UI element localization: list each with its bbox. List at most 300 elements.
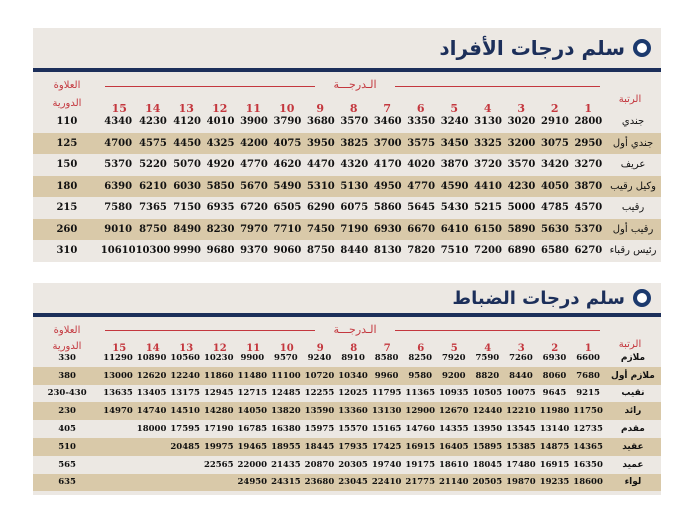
grade-number-header: 12 [212,102,228,115]
salary-cell: 6150 [471,219,504,241]
salary-cell: 22565 [203,459,234,470]
salary-cell: 4450 [170,133,203,155]
salary-cell: 8060 [538,367,572,385]
salary-cell: 3790 [273,116,302,128]
salary-cell: 6600 [576,352,600,363]
salary-cell: 9680 [206,245,235,257]
salary-cell: 10560 [170,352,200,363]
salary-cell: 8440 [340,245,369,257]
salary-cell: 3720 [474,159,502,171]
salary-cell [101,420,135,438]
rank-cell: مقدم [621,424,645,435]
salary-cell: 15975 [304,424,335,435]
salary-cell: 24315 [269,474,303,492]
table-row [33,176,661,198]
salary-cell: 4010 [206,116,235,128]
salary-cell: 19740 [371,459,402,470]
salary-cell: 14355 [438,424,469,435]
table-row [33,197,661,219]
grade-number-header: 10 [279,102,295,115]
salary-cell: 10300 [135,245,171,257]
salary-cell: 3350 [407,116,436,128]
grade-number-header: 14 [145,102,161,115]
salary-cell: 7200 [474,245,502,257]
salary-cell: 3825 [338,133,371,155]
salary-cell: 11100 [269,367,303,385]
salary-cell: 21435 [271,459,301,470]
salary-cell: 6075 [340,202,369,214]
salary-cell: 13950 [472,424,503,435]
salary-cell [135,456,169,474]
grade-number-header: 1 [584,343,592,354]
bonus-cell: 150 [56,159,78,171]
salary-cell: 5000 [507,202,536,214]
salary-cell: 5070 [173,159,202,171]
salary-cell [168,456,202,474]
grade-line-right [395,86,600,87]
bonus-cell: 510 [33,438,101,456]
grade-number-header: 5 [450,102,459,115]
salary-cell: 20505 [471,474,505,492]
salary-cell: 4020 [407,159,436,171]
salary-cell: 5430 [440,202,469,214]
salary-cell: 6580 [541,245,569,257]
salary-cell [101,438,135,456]
salary-cell: 11365 [405,388,435,399]
salary-cell: 7710 [271,219,304,241]
salary-cell: 8130 [373,245,402,257]
salary-cell: 4575 [136,133,171,155]
bonus-cell: 330 [58,352,76,363]
salary-cell: 17480 [506,459,536,470]
salary-cell: 17425 [370,438,404,456]
salary-cell: 6030 [170,176,203,198]
salary-cell: 4620 [273,159,302,171]
salary-cell: 3325 [471,133,504,155]
salary-cell: 14875 [538,438,572,456]
salary-cell: 3575 [404,133,437,155]
rank-cell: رئيس رقباء [609,245,657,257]
salary-cell: 16380 [271,424,301,435]
rank-cell: وكيل رقيب [605,176,661,198]
salary-cell: 4230 [505,176,538,198]
salary-cell: 12715 [237,388,268,399]
grade-label: الـدرجـــة [333,323,377,336]
salary-cell: 21140 [437,474,471,492]
salary-cell: 7590 [475,352,500,363]
salary-cell: 3450 [438,133,471,155]
salary-cell: 18600 [571,474,605,492]
salary-cell: 3680 [306,116,335,128]
rank-cell: لواء [605,474,661,492]
table-row [33,219,661,241]
salary-cell: 10935 [438,388,469,399]
bonus-header-line1: العلاوة [53,80,81,91]
salary-cell: 7820 [407,245,436,257]
salary-cell: 4700 [101,133,136,155]
salary-cell: 8750 [306,245,335,257]
salary-cell: 22000 [237,459,268,470]
salary-cell: 9580 [403,367,437,385]
salary-cell: 19175 [405,459,435,470]
salary-cell: 7580 [104,202,133,214]
salary-cell: 19465 [236,438,270,456]
salary-cell: 15895 [471,438,505,456]
grade-number-header: 9 [316,343,324,354]
salary-cell: 13140 [539,424,570,435]
salary-cell: 24950 [236,474,270,492]
salary-cell: 6930 [542,352,567,363]
rank-cell: ملازم [620,352,646,363]
grade-number-header: 3 [517,343,525,354]
ring-bullet-icon [633,39,651,57]
rank-cell: رقيب [621,202,645,214]
salary-cell: 23680 [303,474,337,492]
bonus-header-line1: العلاوة [53,325,81,336]
salary-cell: 6670 [404,219,437,241]
salary-cell: 3570 [507,159,536,171]
grade-line-right [395,330,600,331]
grade-number-header: 10 [279,343,294,354]
table-row [33,420,661,438]
salary-cell: 8750 [136,219,171,241]
grade-number-header: 4 [483,102,492,115]
salary-cell: 13000 [101,367,135,385]
panel-title: سلم درجات الضباط [452,287,625,309]
salary-cell: 6290 [306,202,335,214]
salary-cell: 8250 [408,352,433,363]
salary-cell: 2800 [574,116,603,128]
table-row [33,385,661,403]
table-row [33,367,661,385]
rank-cell: جندي أول [605,133,661,155]
salary-cell: 4050 [538,176,571,198]
salary-cell: 11750 [571,402,605,420]
salary-cell: 12255 [304,388,335,399]
salary-cell: 3130 [474,116,502,128]
officers-salary-panel [33,283,661,495]
salary-cell: 9010 [101,219,136,241]
salary-cell: 4770 [240,159,268,171]
salary-cell: 8910 [341,352,365,363]
salary-cell: 10340 [336,367,370,385]
title-divider [33,313,661,317]
enlisted-salary-table [33,111,661,262]
salary-cell: 6270 [574,245,603,257]
salary-cell: 19975 [202,438,236,456]
salary-cell: 12670 [437,402,471,420]
grade-number-header: 5 [450,343,458,354]
salary-cell: 6410 [438,219,471,241]
salary-cell: 12485 [271,388,301,399]
salary-cell: 22410 [370,474,404,492]
table-row [33,402,661,420]
bonus-header-line2: الدورية [52,98,82,109]
salary-cell: 7450 [304,219,337,241]
salary-cell: 3870 [572,176,605,198]
salary-cell: 14365 [571,438,605,456]
salary-cell: 12900 [403,402,437,420]
bonus-cell: 125 [33,133,101,155]
salary-cell: 14760 [405,424,435,435]
grade-number-header: 13 [178,102,194,115]
grade-line-left [105,330,315,331]
panel-title-bar [33,283,661,313]
bonus-cell: 565 [58,459,76,470]
salary-cell: 9060 [273,245,302,257]
salary-cell: 12440 [471,402,505,420]
salary-cell: 4340 [104,116,133,128]
salary-cell: 9200 [437,367,471,385]
salary-cell: 3900 [240,116,268,128]
salary-cell: 15570 [338,424,368,435]
grade-label: الـدرجـــة [333,78,377,91]
bonus-cell: 230 [33,402,101,420]
salary-cell: 10610 [100,245,136,257]
salary-cell: 3020 [507,116,536,128]
salary-cell: 7510 [440,245,469,257]
salary-cell: 5850 [204,176,237,198]
salary-cell: 4200 [237,133,270,155]
salary-cell: 13820 [269,402,303,420]
salary-cell: 9645 [542,388,567,399]
salary-cell [135,474,169,492]
rank-cell: نقيب [621,388,645,399]
grade-number-header: 15 [112,343,127,354]
salary-cell: 13360 [336,402,370,420]
table-row [33,133,661,155]
salary-cell: 5630 [538,219,571,241]
bonus-cell: 230-430 [47,388,87,399]
salary-cell: 21775 [403,474,437,492]
salary-cell: 23045 [336,474,370,492]
grade-number-header: 9 [316,102,325,115]
salary-cell: 5220 [139,159,167,171]
salary-cell: 16915 [539,459,570,470]
enlisted-salary-panel [33,28,661,262]
salary-cell: 2910 [541,116,569,128]
bonus-header-line2: الدورية [52,341,82,352]
salary-cell: 14510 [168,402,202,420]
salary-cell [202,474,236,492]
salary-cell: 9900 [240,352,265,363]
salary-cell: 6210 [136,176,171,198]
salary-cell: 5370 [104,159,133,171]
salary-cell: 5645 [407,202,436,214]
salary-cell: 9990 [173,245,202,257]
grade-number-header: 1 [584,102,593,115]
bonus-cell: 310 [56,245,78,257]
salary-cell: 6505 [273,202,302,214]
salary-cell: 12240 [168,367,202,385]
salary-cell: 6930 [371,219,404,241]
salary-cell: 8820 [471,367,505,385]
salary-cell: 13635 [103,388,133,399]
salary-cell: 13405 [136,388,167,399]
table-row [33,111,661,133]
salary-cell: 3950 [304,133,337,155]
salary-cell: 5860 [373,202,402,214]
salary-cell: 10890 [136,352,167,363]
salary-cell: 5310 [304,176,337,198]
salary-cell: 7150 [173,202,202,214]
grade-number-header: 7 [383,102,392,115]
panel-title: سلم درجات الأفراد [439,36,625,60]
table-row [33,474,661,492]
bonus-cell: 635 [33,474,101,492]
salary-cell: 13175 [170,388,200,399]
grade-number-header: 8 [350,343,358,354]
salary-cell: 8490 [170,219,203,241]
bonus-cell: 180 [33,176,101,198]
salary-cell [101,474,135,492]
grade-number-header: 6 [416,102,425,115]
salary-cell: 5370 [572,219,605,241]
salary-cell: 7920 [441,352,466,363]
salary-cell: 4920 [206,159,235,171]
salary-cell: 4120 [173,116,202,128]
grade-number-header: 14 [145,343,160,354]
table-row [33,349,661,367]
rank-cell: عريف [620,159,646,171]
salary-cell: 5670 [237,176,270,198]
salary-cell: 7260 [509,352,533,363]
salary-cell: 20305 [338,459,368,470]
salary-cell: 3075 [538,133,571,155]
grade-number-header: 6 [417,343,425,354]
grade-line-left [105,86,315,87]
salary-cell: 16785 [237,424,268,435]
salary-cell: 6890 [507,245,536,257]
officers-salary-table [33,349,661,491]
ring-bullet-icon [633,289,651,307]
rank-cell: عميد [622,459,644,470]
grade-number-header: 13 [179,343,194,354]
salary-cell: 10505 [472,388,503,399]
salary-cell: 11480 [236,367,270,385]
salary-cell: 11795 [371,388,402,399]
salary-cell [135,438,169,456]
salary-cell: 6935 [206,202,235,214]
salary-cell: 14970 [101,402,135,420]
salary-cell: 12945 [203,388,234,399]
salary-cell: 2950 [572,133,605,155]
salary-cell: 15385 [504,438,538,456]
rank-cell: عقيد [605,438,661,456]
salary-cell: 18445 [303,438,337,456]
salary-cell: 4950 [371,176,404,198]
grade-number-header: 3 [517,102,526,115]
salary-cell: 18000 [136,424,167,435]
salary-cell: 11860 [202,367,236,385]
salary-cell: 18045 [472,459,503,470]
salary-cell: 14280 [202,402,236,420]
grade-number-header: 4 [484,343,492,354]
rank-header: الرتبة [618,339,642,350]
salary-cell: 8440 [504,367,538,385]
salary-cell: 5890 [505,219,538,241]
salary-cell: 16405 [437,438,471,456]
salary-cell: 9215 [576,388,600,399]
salary-cell: 6390 [101,176,136,198]
salary-cell: 11980 [538,402,572,420]
salary-cell: 8230 [204,219,237,241]
salary-cell [168,474,202,492]
salary-cell: 15165 [371,424,402,435]
salary-cell: 18955 [269,438,303,456]
salary-cell: 8580 [374,352,399,363]
salary-cell: 4075 [271,133,304,155]
grade-number-header: 11 [246,343,261,354]
rank-cell: رقيب أول [605,219,661,241]
salary-cell: 4470 [306,159,335,171]
salary-cell: 13545 [506,424,536,435]
salary-cell: 18610 [438,459,469,470]
salary-cell: 14050 [236,402,270,420]
salary-cell: 4770 [404,176,437,198]
salary-cell: 16350 [573,459,603,470]
salary-cell: 16915 [403,438,437,456]
grade-number-header: 15 [111,102,127,115]
salary-cell: 4590 [438,176,471,198]
rank-header: الرتبة [618,94,642,105]
grade-number-header: 2 [551,343,559,354]
salary-cell: 3460 [373,116,402,128]
title-divider [33,68,661,72]
salary-cell: 13130 [370,402,404,420]
salary-cell: 3200 [505,133,538,155]
salary-cell: 4230 [139,116,167,128]
salary-cell: 20485 [168,438,202,456]
rank-cell: رائد [605,402,661,420]
salary-cell: 17935 [336,438,370,456]
salary-cell [101,456,135,474]
salary-cell: 5215 [474,202,502,214]
table-row [33,456,661,474]
salary-cell: 19235 [538,474,572,492]
salary-cell: 7680 [571,367,605,385]
grade-number-header: 2 [550,102,559,115]
salary-cell: 12210 [504,402,538,420]
salary-cell: 5490 [271,176,304,198]
salary-cell: 9570 [274,352,298,363]
bonus-cell: 405 [58,424,76,435]
salary-cell: 12620 [135,367,169,385]
salary-cell: 3420 [541,159,569,171]
salary-cell: 4320 [340,159,369,171]
salary-cell: 7190 [338,219,371,241]
salary-cell: 12735 [573,424,603,435]
salary-cell: 9960 [370,367,404,385]
salary-cell: 4785 [541,202,569,214]
salary-cell: 9370 [240,245,268,257]
salary-cell: 4325 [204,133,237,155]
rank-cell: جندي [621,116,645,128]
salary-cell: 6720 [240,202,268,214]
salary-cell: 11290 [103,352,133,363]
bonus-cell: 110 [56,116,78,128]
salary-cell: 17595 [170,424,200,435]
grade-number-header: 11 [245,102,261,115]
salary-cell: 13590 [303,402,337,420]
rank-cell: ملازم أول [605,367,661,385]
salary-cell: 3570 [340,116,369,128]
salary-cell: 14740 [135,402,169,420]
grade-number-header: 7 [383,343,391,354]
salary-cell: 3240 [440,116,469,128]
salary-cell: 3870 [440,159,469,171]
table-row [33,154,661,176]
